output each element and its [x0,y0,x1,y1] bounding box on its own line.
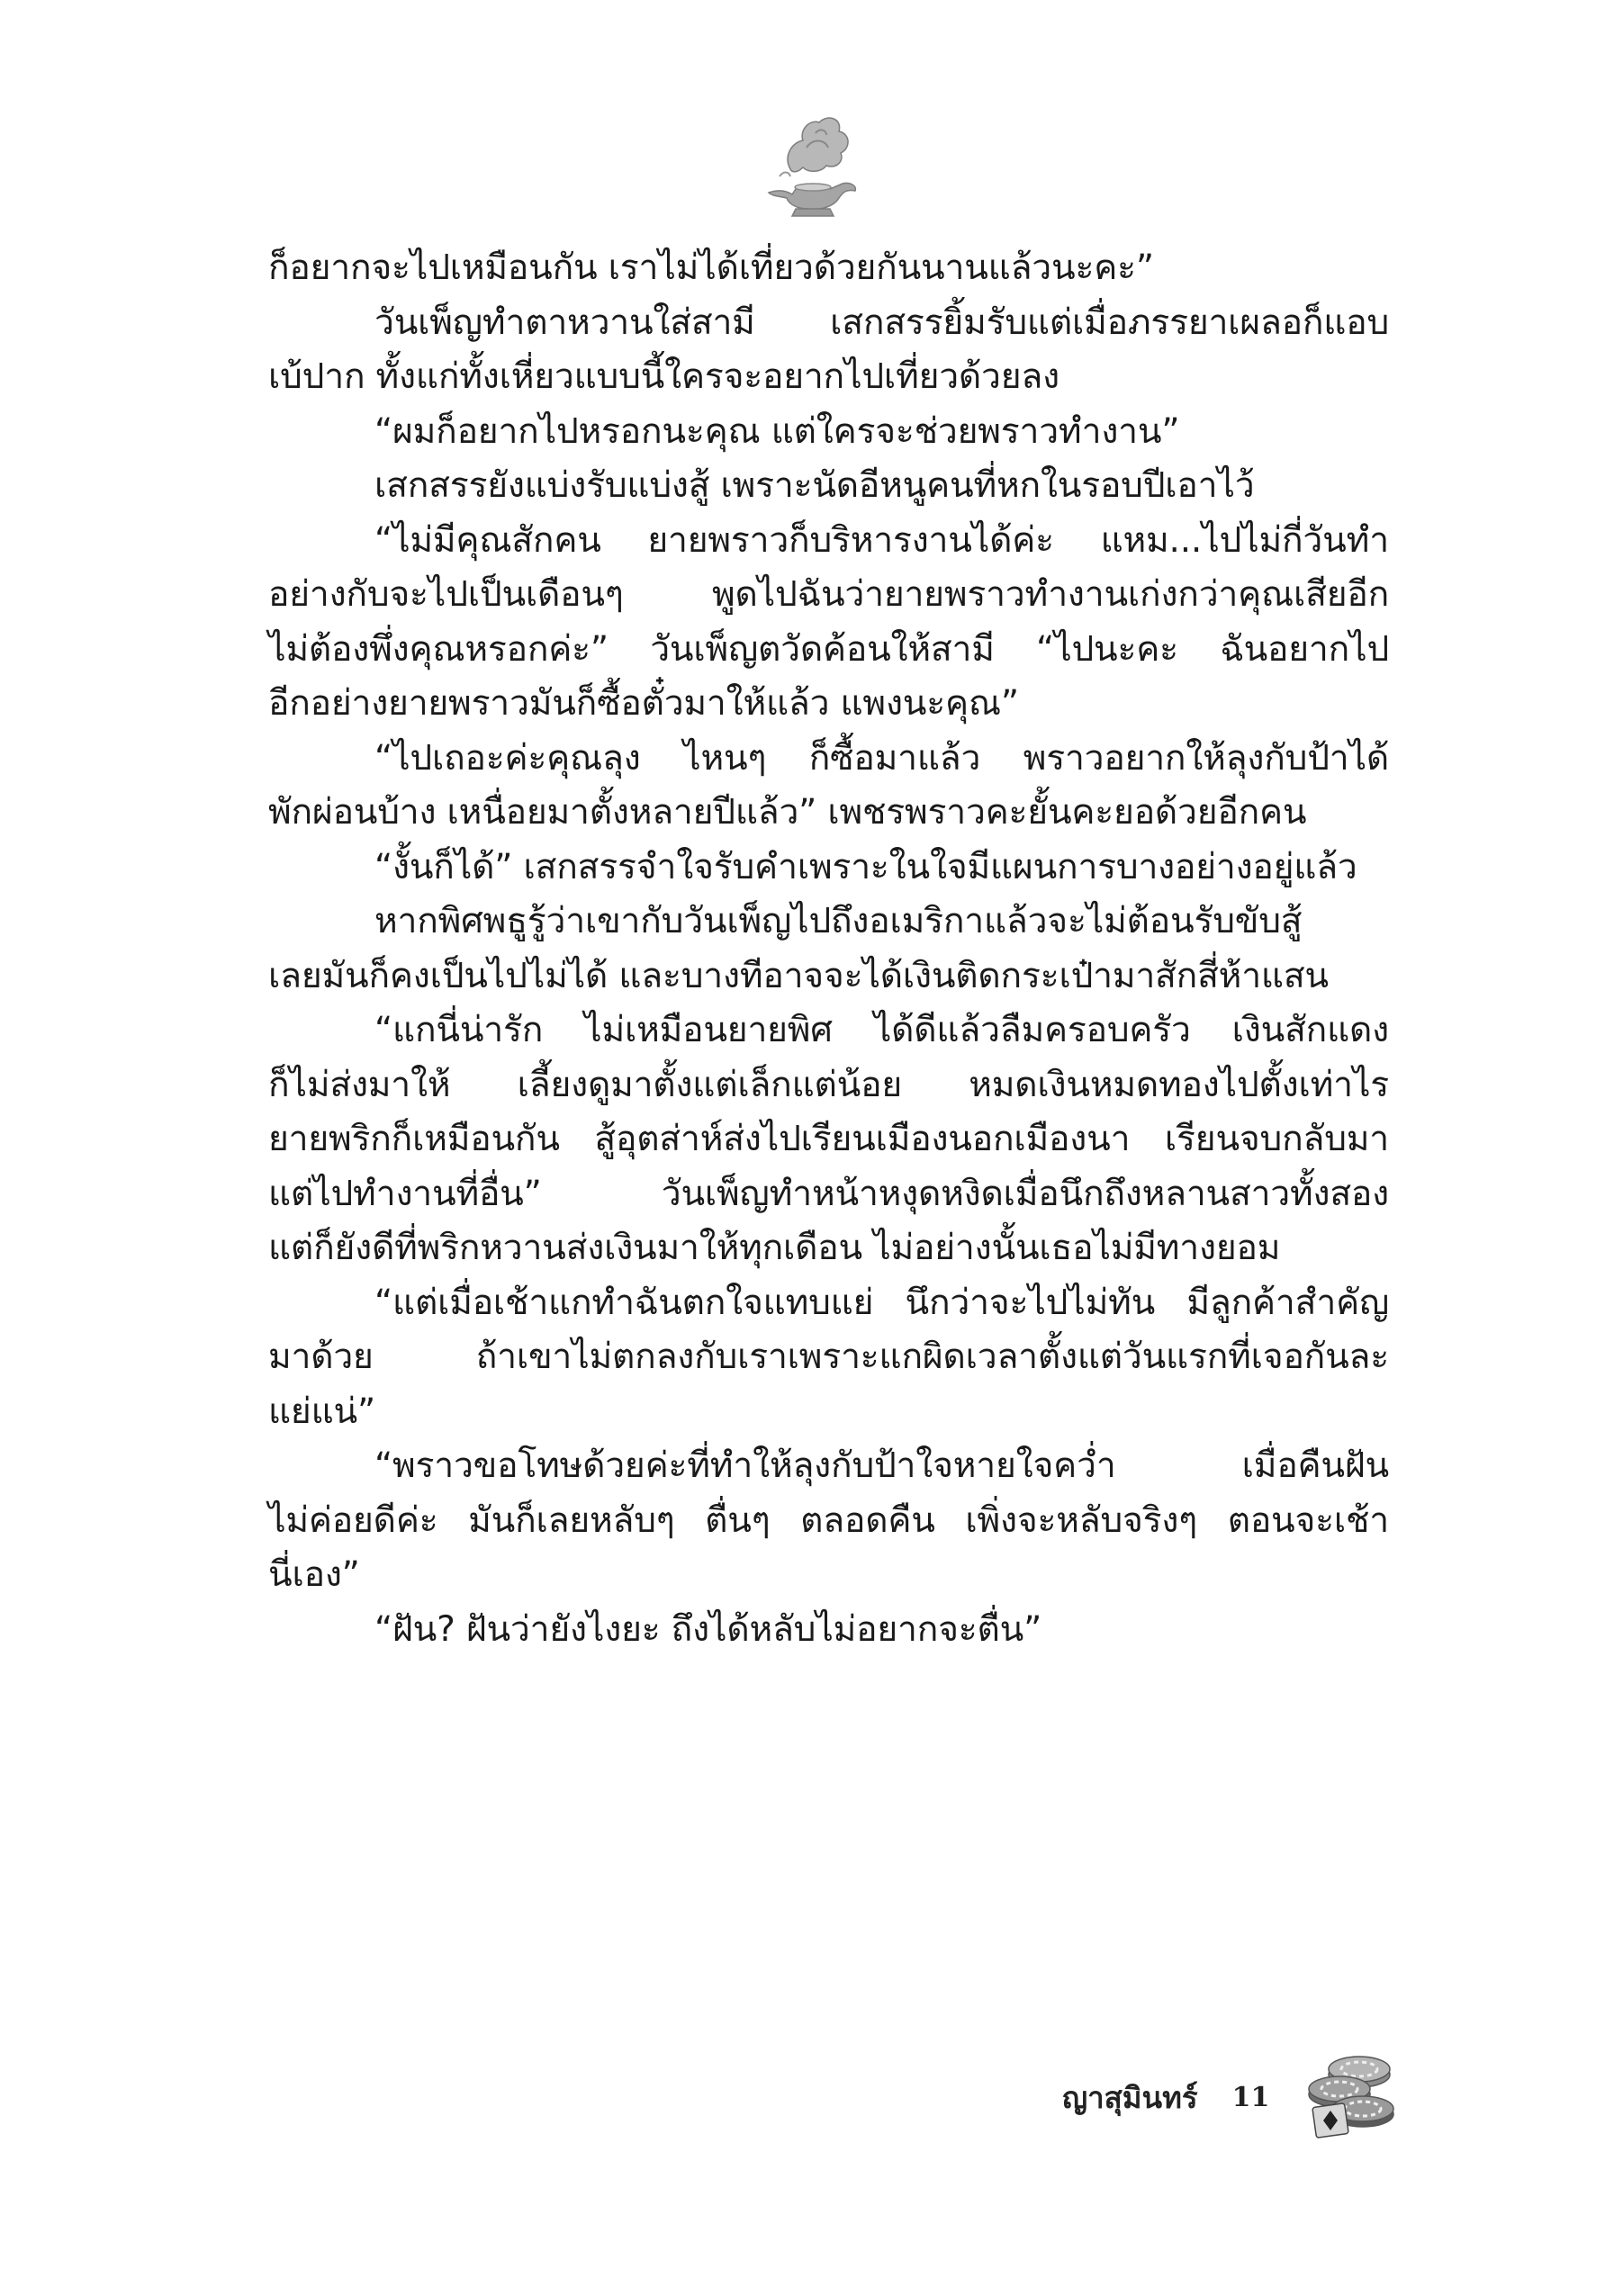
paragraph [268,1439,1389,1603]
text-line: “ฝัน? ฝันว่ายังไงยะ ถึงได้หลับไม่อยากจะตื่น” [374,1608,1042,1650]
page-footer [1062,2070,1269,2124]
text-line: “แกนี่น่ารัก ไม่เหมือนยายพิศ ได้ดีแล้วลืมครอบครัว เงินสักแดง [374,1010,1389,1050]
paragraph [268,459,1389,514]
text-line: “ไม่มีคุณสักคน ยายพราวก็บริหารงานได้ค่ะ แหม...ไปไม่กี่วันทำ [374,519,1389,561]
text-line: หากพิศพธูรู้ว่าเขากับวันเพ็ญไปถึงอเมริกาแล้วจะไม่ต้อนรับขับสู้ [374,901,1303,941]
body-text [268,241,1389,1657]
text-line: แต่ก็ยังดีที่พริกหวานส่งเงินมาให้ทุกเดือน ไม่อย่างนั้นเธอไม่มีทางยอม [268,1228,1281,1268]
paragraph [268,732,1389,841]
paragraph [268,514,1389,732]
text-line: เลยมันก็คงเป็นไปไม่ได้ และบางทีอาจจะได้เงินติดกระเป๋ามาสักสี่ห้าแสน [268,955,1329,996]
text-line: “แต่เมื่อเช้าแกทำฉันตกใจแทบแย่ นึกว่าจะไปไม่ทัน มีลูกค้าสำคัญ [374,1282,1389,1323]
text-line: ไม่ค่อยดีค่ะ มันก็เลยหลับๆ ตื่นๆ ตลอดคืน เพิ่งจะหลับจริงๆ ตอนจะเช้า [268,1499,1389,1541]
text-line: นี่เอง” [268,1554,360,1595]
paragraph [268,296,1389,405]
author-name: ญาสุมินทร์ [1062,2079,1198,2115]
text-line: เบ้ปาก ทั้งแก่ทั้งเหี่ยวแบบนี้ใครจะอยากไปเที่ยวด้วยลง [268,356,1059,397]
text-line: ก็อยากจะไปเหมือนกัน เราไม่ได้เที่ยวด้วยกันนานแล้วนะคะ” [268,248,1154,288]
text-line: อีกอย่างยายพราวมันก็ซื้อตั๋วมาให้แล้ว แพงนะคุณ” [268,683,1019,724]
paragraph [268,241,1389,296]
paragraph [268,1004,1389,1276]
page-number: 11 [1231,2081,1270,2113]
paragraph [268,841,1389,896]
paragraph [268,405,1389,460]
text-line: เสกสรรยังแบ่งรับแบ่งสู้ เพราะนัดอีหนูคนที่หกในรอบปีเอาไว้ [374,465,1255,506]
text-line: อย่างกับจะไปเป็นเดือนๆ พูดไปฉันว่ายายพราวทำงานเก่งกว่าคุณเสียอีก [268,574,1389,615]
text-line: พักผ่อนบ้าง เหนื่อยมาตั้งหลายปีแล้ว” เพชรพราวคะยั้นคะยอด้วยอีกคน [268,792,1307,833]
text-line: “พราวขอโทษด้วยค่ะที่ทำให้ลุงกับป้าใจหายใจคว่ำ เมื่อคืนฝัน [374,1445,1389,1486]
text-line: ยายพริกก็เหมือนกัน สู้อุตส่าห์ส่งไปเรียนเมืองนอกเมืองนา เรียนจบกลับมา [268,1119,1389,1159]
text-line: ก็ไม่ส่งมาให้ เลี้ยงดูมาตั้งแต่เล็กแต่น้อย หมดเงินหมดทองไปตั้งเท่าไร [268,1064,1389,1105]
paragraph [268,895,1389,1004]
text-line: ไม่ต้องพึ่งคุณหรอกค่ะ” วันเพ็ญตวัดค้อนให้สามี “ไปนะคะ ฉันอยากไป [268,628,1389,670]
text-line: “ไปเถอะค่ะคุณลุง ไหนๆ ก็ซื้อมาแล้ว พราวอยากให้ลุงกับป้าได้ [374,737,1389,779]
paragraph [268,1603,1389,1658]
text-line: แต่ไปทำงานที่อื่น” วันเพ็ญทำหน้าหงุดหงิดเมื่อนึกถึงหลานสาวทั้งสอง [268,1173,1389,1214]
text-line: “ผมก็อยากไปหรอกนะคุณ แต่ใครจะช่วยพราวทำงาน” [374,410,1180,452]
text-line: “งั้นก็ได้” เสกสรรจำใจรับคำเพราะในใจมีแผนการบางอย่างอยู่แล้ว [374,846,1357,887]
paragraph [268,1276,1389,1440]
text-line: วันเพ็ญทำตาหวานใส่สามี เสกสรรยิ้มรับแต่เมื่อภรรยาเผลอก็แอบ [374,302,1389,343]
poker-chips-icon [1296,2039,1400,2142]
genie-lamp-icon [756,106,864,223]
text-line: มาด้วย ถ้าเขาไม่ตกลงกับเราเพราะแกผิดเวลาตั้งแต่วันแรกที่เจอกันละ [268,1337,1389,1377]
text-line: แย่แน่” [268,1391,375,1432]
